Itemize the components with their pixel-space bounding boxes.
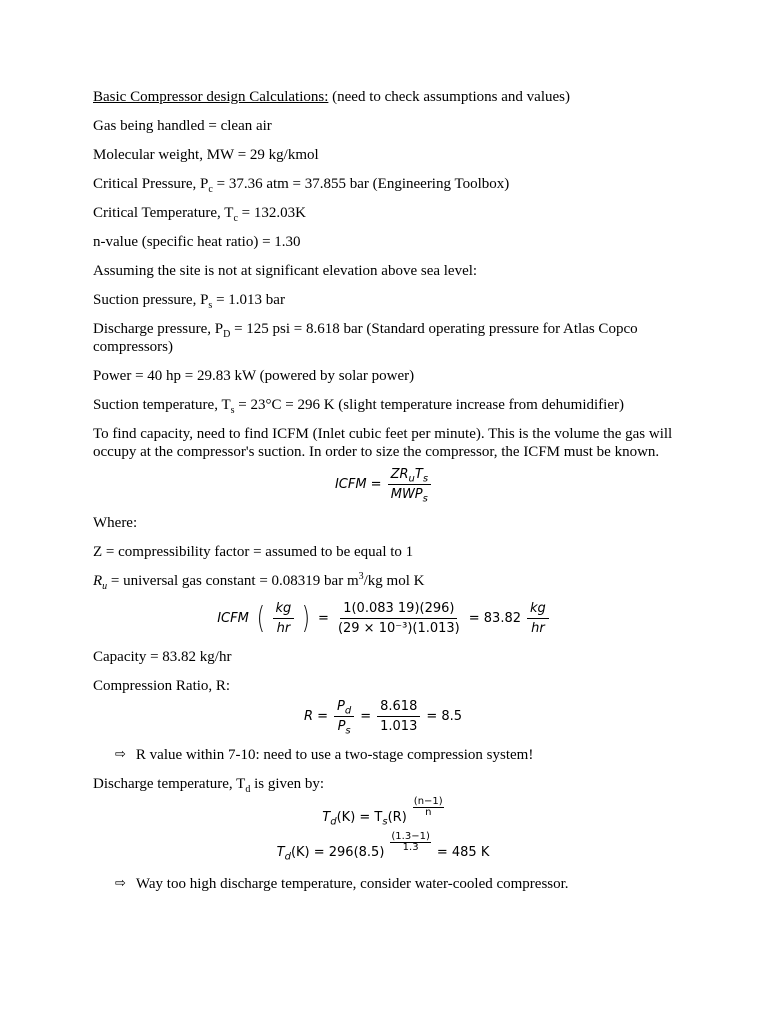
discharge-temperature-formula: $T_d(K) = T_s(R)$ (n−1) n [322, 796, 443, 828]
right-arrow-icon: ⇨ [115, 876, 126, 891]
compression-ratio-formula: R = $\frac{P_d}{P_s}$ = $\frac{8.618}{1.013}$ = 8.5 [303, 699, 463, 737]
compression-ratio-label: Compression Ratio, R: [93, 678, 231, 694]
discharge-pressure-line: Discharge pressure, $P_D = 125$ psi = 8.618 bar (Standard operating pressure for Atlas Copco compressors) [93, 321, 638, 355]
two-stage-note: ⇨ R value within 7-10: need to use a two-stage compression system! [115, 747, 534, 763]
capacity-line: Capacity = 83.82 kg/hr [93, 649, 232, 665]
icfm-calculation: ICFM ( $\frac{kg}{hr}$ ) = $\frac{1(0.083 19)(296)}{\text{(29 × 10⁻³)(1.013)}}$ = 83.82 $\frac{kg}{hr}$ [93, 601, 673, 636]
document-content [93, 88, 673, 904]
critical-pressure-line: Critical Pressure, $P_c = 37.36$ atm = 37.855 bar (Engineering Toolbox) [93, 176, 510, 195]
document-title: Basic Compressor design Calculations: [93, 89, 329, 105]
right-arrow-icon: ⇨ [115, 747, 126, 762]
heading-line [93, 88, 673, 106]
suction-temperature-line: Suction temperature, $T_s = 23^\circ C = 296$ K (slight temperature increase from dehumidifier) [93, 397, 624, 416]
where-label: Where: [93, 515, 138, 531]
critical-temperature-line: Critical Temperature, $T_c = 132.03K$ [93, 205, 306, 224]
suction-pressure-line: Suction pressure, $P_s = 1.013$ bar [93, 292, 285, 311]
power-line: Power = 40 hp = 29.83 kW (powered by solar power) [93, 368, 415, 384]
capacity-intro-paragraph: To find capacity, need to find ICFM (Inlet cubic feet per minute). This is the volume the gas will occupy at the compressor's suction. In order to size the compressor, the ICFM must be known. [93, 426, 673, 460]
n-value-line: n-value (specific heat ratio) = 1.30 [93, 234, 301, 250]
discharge-temperature-label: Discharge temperature, $T_d$ is given by: [93, 776, 325, 795]
gas-line: Gas being handled = clean air [93, 118, 272, 134]
discharge-temperature-calculation: $T_d(K) = 296(8.5)$ $\frac{(1.3-1)}{1.3}$ = 485 K [276, 831, 490, 863]
assumption-line: Assuming the site is not at significant elevation above sea level: [93, 263, 478, 279]
molecular-weight-line: Molecular weight, MW = 29 kg/kmol [93, 147, 319, 163]
compressibility-line: Z = compressibility factor = assumed to be equal to 1 [93, 544, 414, 560]
gas-constant-line: $R_u$ = universal gas constant = 0.08319 bar $m^3/kg$ mol K [93, 571, 425, 592]
icfm-formula: ICFM = $\frac{ZR_uT_s}{MWP_s}$ [93, 467, 673, 502]
title-note: (need to check assumptions and values) [328, 89, 570, 105]
high-temperature-note: ⇨ Way too high discharge temperature, consider water-cooled compressor. [115, 876, 569, 892]
